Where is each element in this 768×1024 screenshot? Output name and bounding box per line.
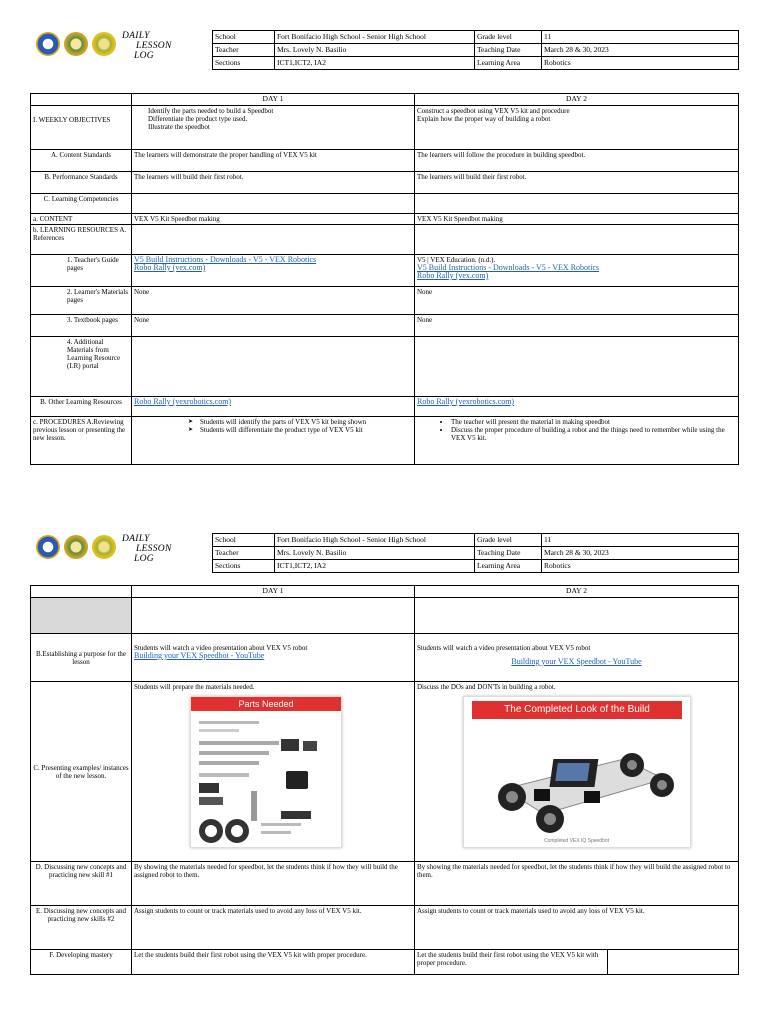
day2-additional-materials [415,337,739,397]
objective-line: Differentiate the product type used. [148,115,248,123]
day1-procedures [132,417,415,465]
day1-teachers-guide [132,255,415,287]
date-label: Teaching Date [475,547,542,560]
objective-line: Construct a speedbot using VEX V5 kit and procedure [417,107,570,115]
citation-text: V5 | VEX Education. (n.d.). [417,256,496,264]
day2-learning-resources [415,225,739,255]
link-building-speedbot-youtube[interactable]: Building your VEX Speedbot - YouTube [511,657,642,666]
page2-lesson-table [30,585,739,975]
day2-competencies [415,194,739,214]
teacher-value: Mrs. Lovely N. Basilio [275,547,475,560]
teacher-label: Teacher [213,547,275,560]
header-info-table [212,30,739,70]
teacher-value: Mrs. Lovely N. Basilio [275,44,475,57]
parts-diagram [191,711,341,847]
purpose-text: Students will watch a video presentation about VEX V5 robot [417,644,591,652]
daily-lesson-log-title [122,31,202,61]
day2-performance-standards: The learners will build their first robot. [415,172,739,194]
deped-seal-icon [36,535,60,559]
day1-discussing-skill2: Assign students to count or track materials used to avoid any loss of VEX V5 kit. [132,906,415,950]
parts-needed-slide [190,696,342,848]
title-line-1: DAILY [122,534,150,544]
day2-header: DAY 2 [415,94,739,106]
area-value: Robotics [542,57,739,70]
day1-blank [132,598,415,634]
grade-label: Grade level [475,31,542,44]
title-line-3: LOG [134,554,154,564]
day1-learning-resources [132,225,415,255]
day1-content: VEX V5 Kit Speedbot making [132,214,415,225]
procedure-item: • Discuss the proper procedure of building a robot and the things need to remember while using the VEX V5 kit. [451,426,736,442]
title-line-2: LESSON [136,544,172,554]
day1-establishing-purpose [132,634,415,682]
objective-line: Identify the parts needed to build a Speedbot [148,107,274,115]
deped-seal-icon [36,32,60,56]
day2-learners-materials: None [415,287,739,315]
link-building-speedbot-youtube[interactable]: Building your VEX Speedbot - YouTube [134,651,265,660]
gray-label-cell [31,598,132,634]
grade-value: 11 [542,31,739,44]
row-label-discussing-skill1: D. Discussing new concepts and practicing new skill #1 [31,862,132,906]
area-label: Learning Area [475,560,542,573]
day2-presenting-examples [415,682,739,862]
procedure-item: ➤ Students will identify the parts of VEX V5 kit being shown [200,418,412,426]
day2-blank [415,598,739,634]
grade-label: Grade level [475,534,542,547]
link-robo-rally[interactable]: Robo Rally (vex.com) [417,271,489,280]
row-label-presenting-examples: C. Presenting examples/ instances of the new lesson. [31,682,132,862]
school-value: Fort Bonifacio High School - Senior High School [275,534,475,547]
row-label-content-standards: A. Content Standards [31,150,132,172]
row-label-textbook: 3. Textbook pages [31,315,132,337]
procedure-item: ➤ Students will differentiate the product type of VEX V5 kit [200,426,412,434]
school-seal-icon [64,535,88,559]
row-label-procedures: c. PROCEDURES A.Reviewing previous lesson or presenting the new lesson. [31,417,132,465]
section-label: Sections [213,57,275,70]
row-label-developing-mastery: F. Developing mastery [31,950,132,975]
row-label-learning-resources: b. LEARNING RESOURCES A. References [31,225,132,255]
division-seal-icon [92,32,116,56]
link-robo-rally-vexrobotics[interactable]: Robo Rally (vexrobotics.com) [134,397,232,406]
row-label-objectives: I. WEEKLY OBJECTIVES [31,106,132,150]
corner-cell [31,586,132,598]
day2-developing-mastery [415,950,739,975]
objective-line: Explain how the proper way of building a robot [417,115,551,123]
presenting-text: Students will prepare the materials needed. [134,683,255,691]
area-label: Learning Area [475,57,542,70]
day1-performance-standards: The learners will build their first robot. [132,172,415,194]
day1-competencies [132,194,415,214]
division-seal-icon [92,535,116,559]
day2-discussing-skill1: By showing the materials needed for speedbot, let the students think if how they will build the assigned robot to them. [415,862,739,906]
area-value: Robotics [542,560,739,573]
day2-procedures [415,417,739,465]
row-label-learners-materials: 2. Learner's Materials pages [31,287,132,315]
day2-establishing-purpose [415,634,739,682]
section-value: ICT1,ICT2, IA2 [275,560,475,573]
day1-textbook: None [132,315,415,337]
row-label-performance-standards: B. Performance Standards [31,172,132,194]
section-label: Sections [213,560,275,573]
school-label: School [213,31,275,44]
day2-teachers-guide [415,255,739,287]
link-v5-build-instructions[interactable]: V5 Build Instructions - Downloads - V5 - VEX Robotics [134,255,317,264]
day1-discussing-skill1: By showing the materials needed for speedbot, let the students think if how they will build the assigned robot to them. [132,862,415,906]
title-line-2: LESSON [136,41,172,51]
purpose-text: Students will watch a video presentation about VEX V5 robot [134,644,308,652]
link-robo-rally-vexrobotics[interactable]: Robo Rally (vexrobotics.com) [417,397,515,406]
day1-header: DAY 1 [132,586,415,598]
parts-needed-banner: Parts Needed [191,697,341,711]
day1-other-resources [132,397,415,417]
date-value: March 28 & 30, 2023 [542,547,739,560]
row-label-competencies: C. Learning Competencies [31,194,132,214]
day1-presenting-examples [132,682,415,862]
day2-other-resources [415,397,739,417]
procedure-item: • The teacher will present the material in making speedbot [451,418,736,426]
row-label-content: a. CONTENT [31,214,132,225]
speedbot-caption: Completed VEX IQ Speedbot [544,838,610,844]
date-label: Teaching Date [475,44,542,57]
school-seal-icon [64,32,88,56]
row-label-discussing-skill2: E. Discussing new concepts and practicing new skills #2 [31,906,132,950]
row-label-other-resources: B. Other Learning Resources [31,397,132,417]
day1-content-standards: The learners will demonstrate the proper handling of VEX V5 kit [132,150,415,172]
day2-content: VEX V5 Kit Speedbot making [415,214,739,225]
page1-lesson-table [30,93,739,465]
header-info-table [212,533,739,573]
row-label-establishing-purpose: B.Establishing a purpose for the lesson [31,634,132,682]
day2-mastery-text: Let the students build their first robot using the VEX V5 kit with proper procedure. [415,950,608,974]
completed-build-banner: The Completed Look of the Build [472,701,682,719]
page1-header [30,30,738,68]
title-line-1: DAILY [122,31,150,41]
school-label: School [213,534,275,547]
link-robo-rally[interactable]: Robo Rally (vex.com) [134,263,206,272]
day1-developing-mastery: Let the students build their first robot using the VEX V5 kit with proper procedure. [132,950,415,975]
day1-objectives [132,106,415,150]
section-value: ICT1,ICT2, IA2 [275,57,475,70]
day2-objectives [415,106,739,150]
day2-discussing-skill2: Assign students to count or track materials used to avoid any loss of VEX V5 kit. [415,906,739,950]
page2-header [30,533,738,571]
daily-lesson-log-title [122,534,202,564]
link-v5-build-instructions[interactable]: V5 Build Instructions - Downloads - V5 - VEX Robotics [417,263,600,272]
row-label-additional-materials: 4. Additional Materials from Learning Resource (LR) portal [31,337,132,397]
day2-content-standards: The learners will follow the procedure in building speedbot. [415,150,739,172]
date-value: March 28 & 30, 2023 [542,44,739,57]
row-label-teachers-guide: 1. Teacher's Guide pages [31,255,132,287]
objective-line: Illustrate the speedbot [148,123,210,131]
title-line-3: LOG [134,51,154,61]
day2-textbook: None [415,315,739,337]
day2-mastery-empty [608,950,738,974]
grade-value: 11 [542,534,739,547]
completed-build-slide [463,696,691,848]
day1-learners-materials: None [132,287,415,315]
teacher-label: Teacher [213,44,275,57]
day1-header: DAY 1 [132,94,415,106]
school-value: Fort Bonifacio High School - Senior High School [275,31,475,44]
corner-cell [31,94,132,106]
speedbot-illustration [464,719,690,837]
presenting-text: Discuss the DOs and DON'Ts in building a robot. [417,683,556,691]
day2-header: DAY 2 [415,586,739,598]
day1-additional-materials [132,337,415,397]
